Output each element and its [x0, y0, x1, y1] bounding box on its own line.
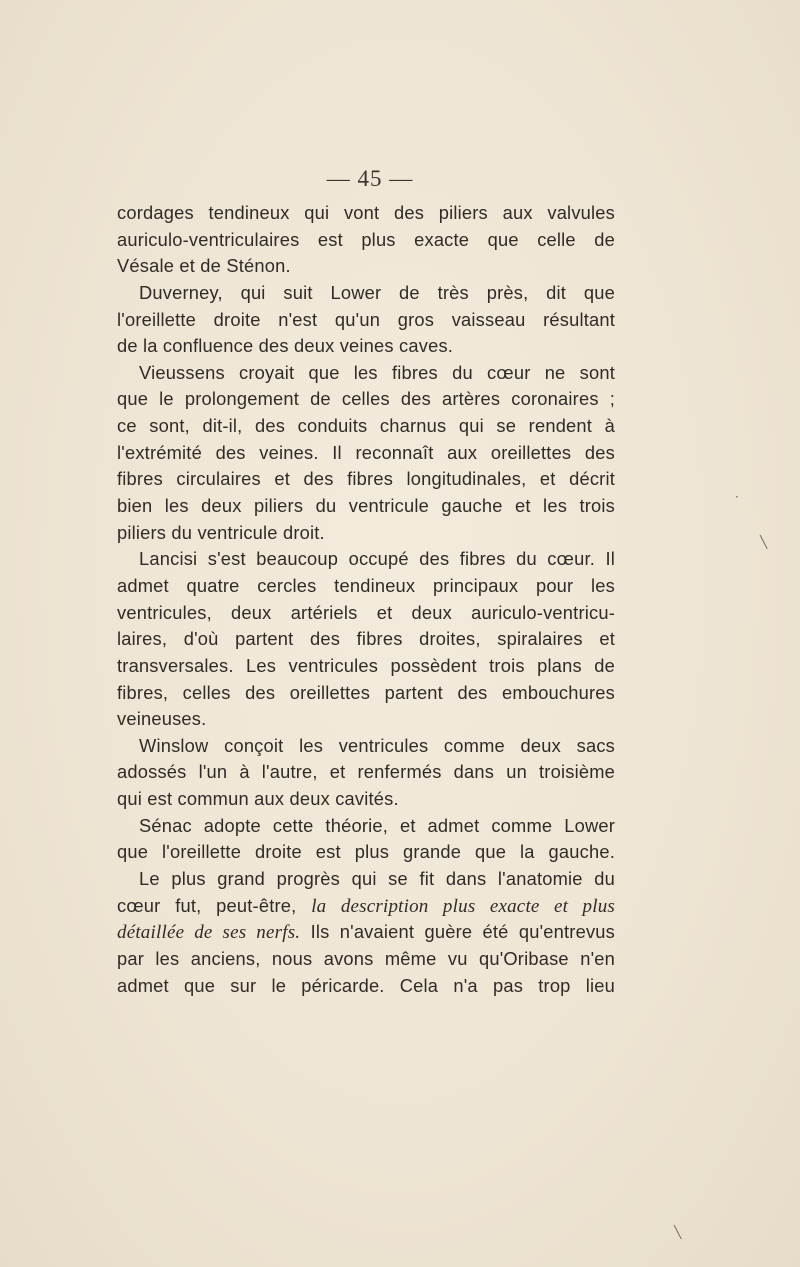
text-line: bien les deux piliers du ventricule gauche et les trois: [117, 495, 615, 517]
text-line: Sénac adopte cette théorie, et admet comme Lower: [139, 814, 615, 836]
text-line: fibres, celles des oreillettes partent des embouchures: [117, 681, 615, 703]
text-line: fibres circulaires et des fibres longitudinales, et décrit: [117, 468, 615, 490]
text-line: laires, d'où partent des fibres droites, spiralaires et: [117, 628, 615, 650]
text-run: Ils n'avaient guère été qu'entrevus: [300, 921, 615, 943]
text-line: auriculo-ventriculaires est plus exacte que celle de: [117, 228, 615, 250]
text-line: Vésale et de Sténon.: [117, 255, 291, 277]
text-line: transversales. Les ventricules possèdent trois plans de: [117, 654, 615, 676]
paper-speck: ╲: [760, 535, 768, 549]
text-line: Lancisi s'est beaucoup occupé des fibres du cœur. Il: [139, 548, 615, 570]
paper-speck: ╲: [674, 1225, 682, 1239]
text-line: l'oreillette droite n'est qu'un gros vaisseau résultant: [117, 308, 615, 330]
text-line: Vieussens croyait que les fibres du cœur ne sont: [139, 361, 615, 383]
text-line: que le prolongement de celles des artères coronaires ;: [117, 388, 615, 410]
text-line: ventricules, deux artériels et deux auriculo-ventricu-: [117, 601, 615, 623]
text-line: [117, 919, 615, 946]
text-line: par les anciens, nous avons même vu qu'Oribase n'en: [117, 947, 615, 969]
text-line: que l'oreillette droite est plus grande que la gauche.: [117, 841, 615, 863]
text-line: adossés l'un à l'autre, et renfermés dans un troisième: [117, 761, 615, 783]
paper-speck: ·: [735, 490, 739, 504]
text-line: Winslow conçoit les ventricules comme deux sacs: [139, 734, 615, 756]
body-text: [117, 200, 615, 999]
text-line: [117, 893, 615, 920]
italic-text: la description plus exacte et plus: [311, 895, 616, 917]
text-line: Le plus grand progrès qui se fit dans l'anatomie du: [139, 868, 615, 890]
text-line: admet que sur le péricarde. Cela n'a pas trop lieu: [117, 974, 615, 996]
text-line: Duverney, qui suit Lower de très près, dit que: [139, 281, 615, 303]
text-line: cordages tendineux qui vont des piliers aux valvules: [117, 202, 615, 223]
page-number: — 45 —: [326, 166, 414, 191]
text-line: ce sont, dit-il, des conduits charnus qui se rendent à: [117, 415, 615, 437]
text-line: l'extrémité des veines. Il reconnaît aux oreillettes des: [117, 441, 615, 463]
text-line: piliers du ventricule droit.: [117, 521, 325, 543]
text-line: admet quatre cercles tendineux principaux pour les: [117, 574, 615, 596]
text-line: de la confluence des deux veines caves.: [117, 335, 454, 357]
italic-text: détaillée de ses nerfs.: [117, 922, 301, 944]
text-line: qui est commun aux deux cavités.: [117, 788, 399, 810]
text-run: cœur fut, peut-être,: [117, 894, 312, 916]
text-line: veineuses.: [117, 708, 207, 730]
